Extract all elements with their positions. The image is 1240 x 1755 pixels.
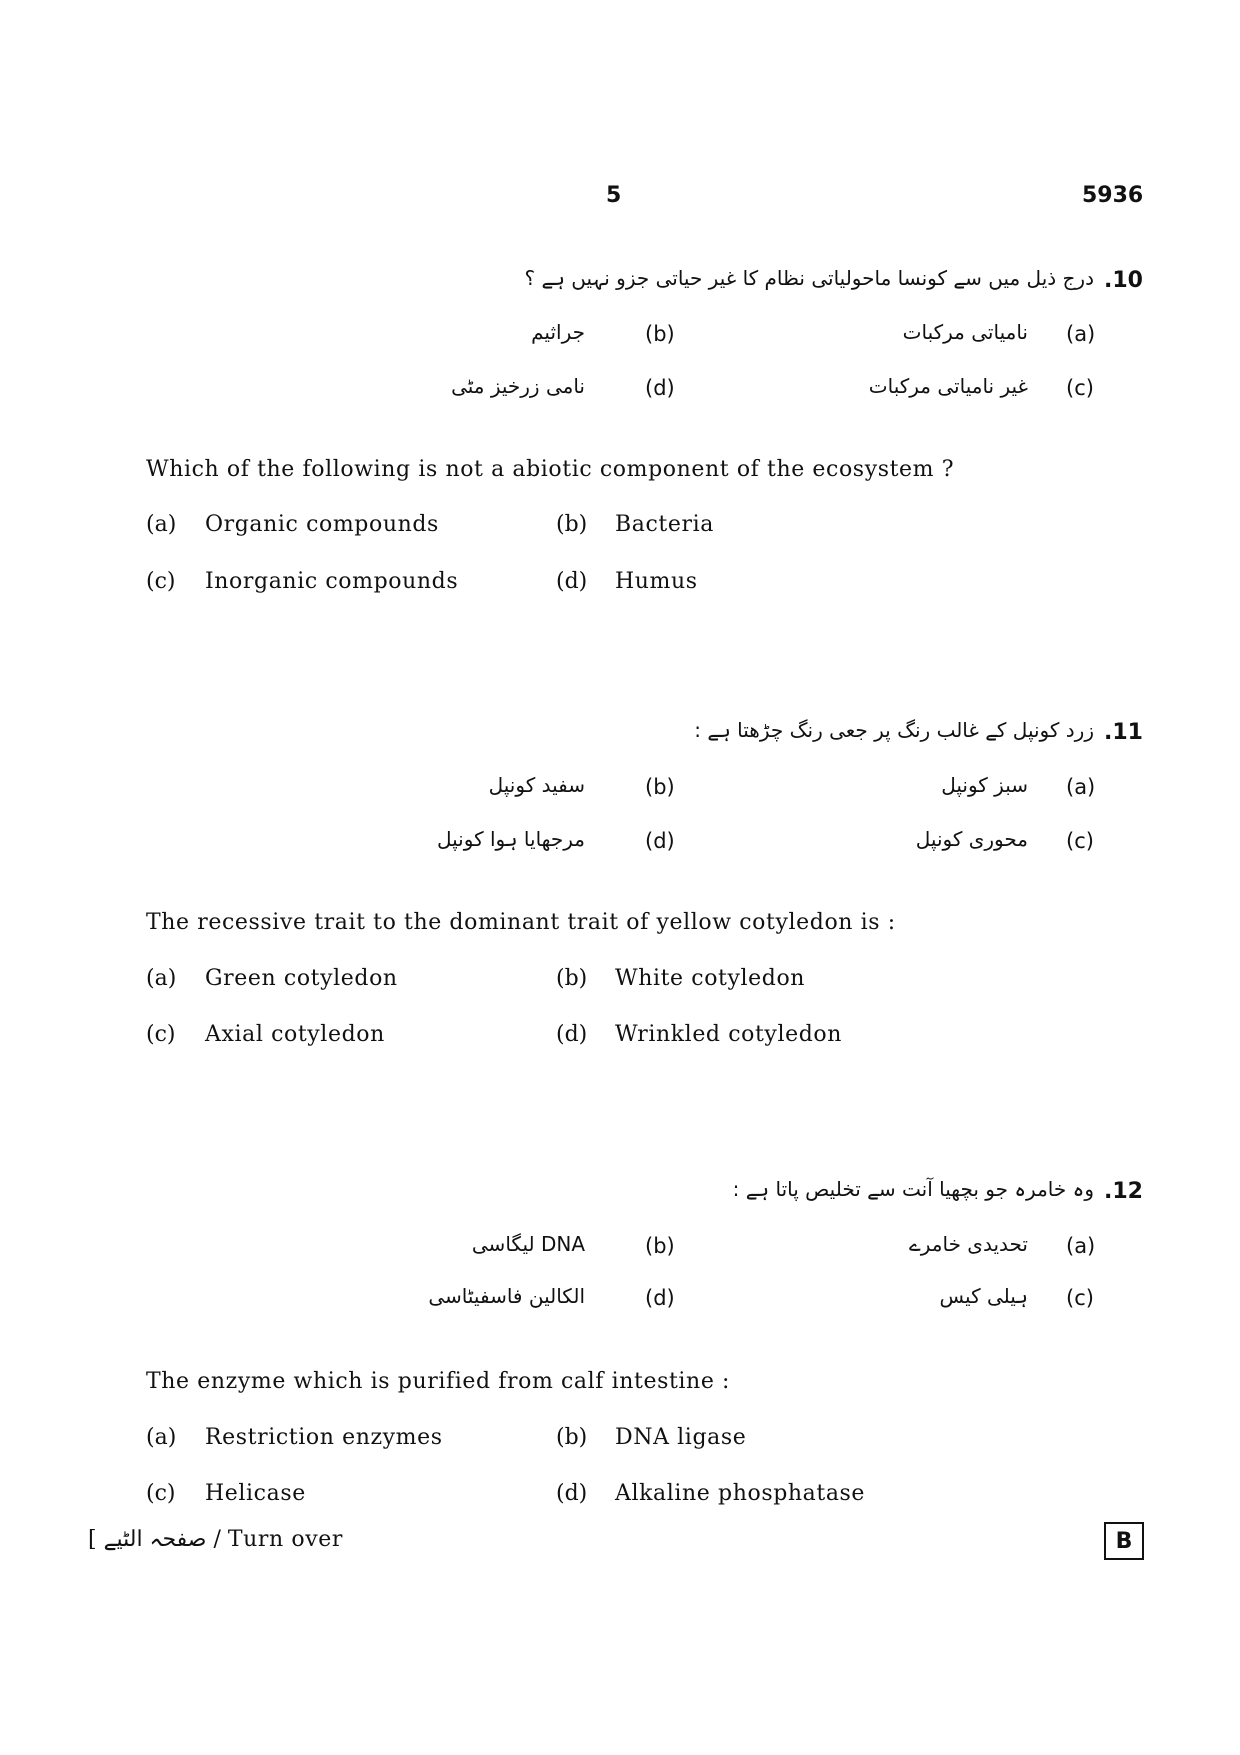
question-number: .12 (1104, 1179, 1143, 1204)
page-number: 5 (606, 183, 622, 208)
english-question-text: The recessive trait to the dominant trait of yellow cotyledon is : (146, 910, 896, 935)
urdu-option-c-label: (c) (1066, 829, 1094, 853)
set-label-box: B (1104, 1522, 1144, 1560)
question-number: .10 (1104, 268, 1143, 293)
english-option-b: White cotyledon (615, 966, 806, 991)
english-option-a-label: (a) (146, 1425, 177, 1450)
urdu-option-a: سبز کونپل (941, 773, 1028, 797)
english-question-text: The enzyme which is purified from calf intestine : (146, 1369, 731, 1394)
english-option-c-label: (c) (146, 1022, 176, 1047)
urdu-question-text: درج ذیل میں سے کونسا ماحولیاتی نظام کا غیر حیاتی جزو نہیں ہے ؟ (524, 266, 1094, 290)
english-option-a-label: (a) (146, 512, 177, 537)
urdu-option-d-label: (d) (645, 1286, 675, 1310)
urdu-question-text: وہ خامرہ جو بچھیا آنت سے تخلیص پاتا ہے : (732, 1177, 1094, 1201)
english-option-b-label: (b) (556, 1425, 588, 1450)
english-question-text: Which of the following is not a abiotic component of the ecosystem ? (146, 457, 955, 482)
english-option-b: DNA ligase (615, 1425, 747, 1450)
urdu-option-c-label: (c) (1066, 1286, 1094, 1310)
urdu-option-a-label: (a) (1066, 1234, 1096, 1258)
urdu-option-b-label: (b) (645, 775, 675, 799)
english-option-d: Wrinkled cotyledon (615, 1022, 842, 1047)
urdu-option-d: مرجھایا ہوا کونپل (436, 827, 585, 851)
english-option-d-label: (d) (556, 1481, 588, 1506)
urdu-option-a-label: (a) (1066, 322, 1096, 346)
english-option-b: Bacteria (615, 512, 714, 537)
english-option-c-label: (c) (146, 1481, 176, 1506)
urdu-option-a: نامیاتی مرکبات (902, 320, 1028, 344)
urdu-option-b-label: (b) (645, 322, 675, 346)
urdu-option-b-label: (b) (645, 1234, 675, 1258)
english-option-b-label: (b) (556, 966, 588, 991)
english-option-c: Inorganic compounds (205, 569, 459, 594)
urdu-question-text: زرد کونپل کے غالب رنگ پر جعی رنگ چڑھتا ہے : (694, 718, 1094, 742)
urdu-option-c-label: (c) (1066, 376, 1094, 400)
english-option-d-label: (d) (556, 569, 588, 594)
english-option-b-label: (b) (556, 512, 588, 537)
urdu-option-a-label: (a) (1066, 775, 1096, 799)
urdu-option-b: جراثیم (531, 320, 585, 344)
english-option-c: Helicase (205, 1481, 306, 1506)
urdu-option-b: DNA لیگاسی (471, 1232, 585, 1256)
urdu-option-c: محوری کونپل (915, 827, 1028, 851)
urdu-option-b: سفید کونپل (488, 773, 585, 797)
english-option-a: Green cotyledon (205, 966, 398, 991)
english-option-d-label: (d) (556, 1022, 588, 1047)
english-option-d: Humus (615, 569, 698, 594)
urdu-option-c: غیر نامیاتی مرکبات (868, 374, 1028, 398)
english-option-a-label: (a) (146, 966, 177, 991)
urdu-option-d: الکالین فاسفیٹاسی (428, 1284, 585, 1308)
english-option-c: Axial cotyledon (205, 1022, 385, 1047)
urdu-option-d: نامی زرخیز مٹی (451, 374, 585, 398)
urdu-option-d-label: (d) (645, 376, 675, 400)
english-option-d: Alkaline phosphatase (615, 1481, 866, 1506)
english-option-a: Restriction enzymes (205, 1425, 443, 1450)
urdu-option-c: ہیلی کیس (939, 1284, 1028, 1308)
paper-code: 5936 (1082, 183, 1144, 208)
english-option-a: Organic compounds (205, 512, 439, 537)
question-number: .11 (1104, 720, 1143, 745)
urdu-option-a: تحدیدی خامرے (909, 1232, 1028, 1256)
english-option-c-label: (c) (146, 569, 176, 594)
turn-over-text: [ صفحہ الٹیے / Turn over (88, 1527, 343, 1552)
urdu-option-d-label: (d) (645, 829, 675, 853)
